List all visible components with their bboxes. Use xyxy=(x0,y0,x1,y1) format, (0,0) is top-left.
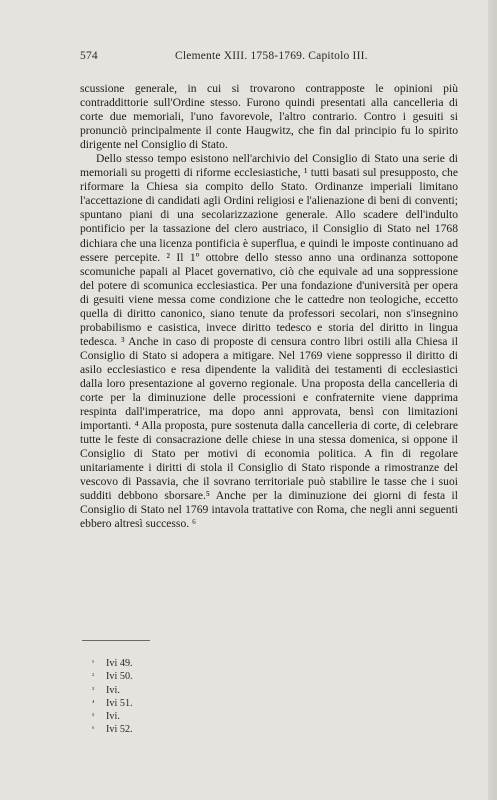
paragraph: scussione generale, in cui si trovarono contrapposte le opinioni più contraddittorie sull'Ordine stesso. Furono quindi presentati alla cancelleria di corte due memoriali, l'uno favorevole, l'altro contrario. Contro i gesuiti si pronunciò principalmente il conte Haugwitz, che fin dal principio fu lo spirito dirigente nel Consiglio di Stato. xyxy=(80,82,458,152)
footnote xyxy=(92,670,133,683)
footnote xyxy=(92,684,133,697)
footnote-mark: ² xyxy=(92,672,95,681)
footnote xyxy=(92,710,133,723)
footnote xyxy=(92,723,133,736)
page-edge xyxy=(488,0,497,800)
footnote-text: Ivi 51. xyxy=(106,697,133,709)
footnote-text: Ivi 50. xyxy=(106,671,133,683)
footnote xyxy=(92,657,133,670)
footnote-mark: ⁵ xyxy=(92,712,95,721)
footnote-mark: ¹ xyxy=(92,659,95,667)
footnote-text: Ivi 49. xyxy=(106,658,133,669)
footnote-text: Ivi. xyxy=(106,711,120,723)
footnote-text: Ivi 52. xyxy=(106,724,133,736)
page-number: 574 xyxy=(80,50,98,62)
footnote-mark: ⁴ xyxy=(92,698,95,707)
footnote-mark: ⁶ xyxy=(92,725,95,734)
footnotes xyxy=(92,657,133,737)
footnote-mark: ³ xyxy=(92,685,95,694)
paragraph: Dello stesso tempo esistono nell'archivio del Consiglio di Stato una serie di memoriali su progetti di riforme ecclesiastiche, ¹ tutti basati sul presupposto, che riformare la Chiesa sia compito dello Stato. Ordinanze imperiali limitano l'accettazione di candidati agli Ordini religiosi e l'alienazione di beni di conventi; spuntano piani di una secolarizzazione generale. Allo scadere dell'indulto pontificio per la tassazione del clero austriaco, il Consiglio di Stato nel 1768 dichiara che una licenza pontificia è superflua, e quindi le imposte continuano ad essere percepite. ² Il 1º ottobre dello stesso anno una ordinanza sottopone scomuniche papali al Placet governativo, ciò che equivale ad una soppressione del potere di scomunica ecclesiastica. Per una fondazione d'università per opera di gesuiti viene messa come condizione che le cattedre non teologiche, eccetto quella di diritto canonico, siano tenute da professori secolari, non s'insegnino probabilismo e casistica, invece diritto tedesco e storia del diritto in lingua tedesca. ³ Anche in caso di proposte di censura contro libri ostili alla Chiesa il Consiglio di Stato si adopera a mitigare. Nel 1769 viene soppresso il diritto di asilo ecclesiastico e resa dipendente la validità dei testamenti di ecclesiastici dalla loro presentazione al governo regionale. Una proposta della cancelleria di corte per la diminuzione delle processioni e confraternite viene dapprima respinta dall'imperatrice, ma dopo anni approvata, bensì con limitazioni importanti. ⁴ Alla proposta, pure sostenuta dalla cancelleria di corte, di celebrare tutte le feste di consacrazione delle chiese in una stessa domenica, si oppone il Consiglio di Stato per motivi di economia politica. A fin di regolare unitariamente i diritti di stola il Consiglio di Stato risponde a rimostranze del vescovo di Passavia, che il sovrano territoriale può stabilire le tasse che i suoi sudditi debbono sborsare.⁵ Anche per la diminuzione dei giorni di festa il Consiglio di Stato nel 1769 intavola trattative con Roma, che negli anni seguenti ebbero altresì successo. ⁶ xyxy=(80,152,458,531)
body-text xyxy=(80,82,458,532)
footnote-separator xyxy=(82,640,150,641)
footnote-text: Ivi. xyxy=(106,684,120,696)
running-title: Clemente XIII. 1758-1769. Capitolo III. xyxy=(175,50,368,62)
footnote xyxy=(92,697,133,710)
